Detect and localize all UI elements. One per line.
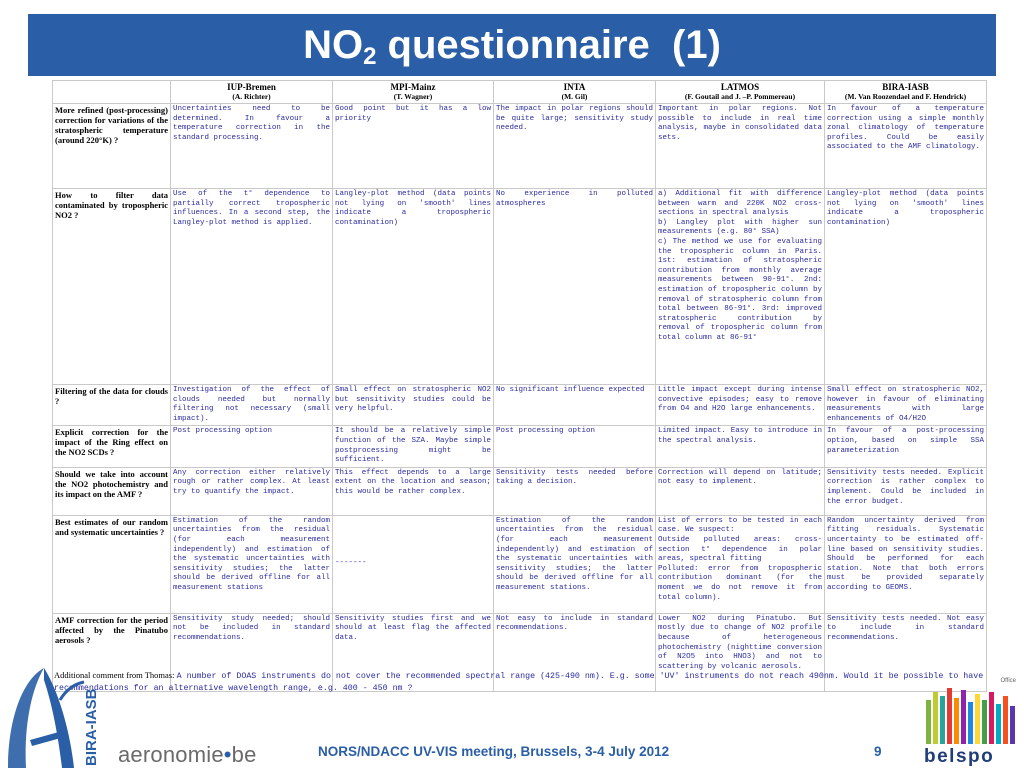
- answer-cell: Sensitivity tests needed. Not easy to include in standard recommendations.: [825, 613, 987, 691]
- header-cell: MPI-Mainz (T. Wagner): [333, 81, 494, 104]
- answer-cell: Sensitivity study needed; should not be included in standard recommendations.: [171, 613, 333, 691]
- answer-cell: a) Additional fit with difference between warm and 220K NO2 cross-sections in spectral analysis b) Langley plot with higher sun measurements (e.g. 80° SSA) c) The method we use for evaluating the tropospheric column in Paris. 1st: estimation of stratospheric contribution from monthly average measurements between 90-91°. 2nd: estimation of tropospheric column by removal of stratospheric column from total between 86-91°. 3rd: improved stratospheric contribution by removal of tropospheric column from total column at 86-91°: [656, 189, 825, 385]
- answer-cell: Any correction either relatively rough or rather complex. At least try to quantify the impact.: [171, 467, 333, 515]
- table-row: [53, 104, 987, 189]
- answer-cell: -------: [333, 515, 494, 613]
- questionnaire-table: [52, 80, 987, 692]
- answer-cell: No significant influence expected: [494, 385, 656, 426]
- bira-iasb-logo: [0, 630, 110, 768]
- belspo-bars-icon: [924, 686, 1020, 746]
- answer-cell: Post processing option: [171, 426, 333, 467]
- answer-cell: Estimation of the random uncertainties from the residual (for each measurement independently) and estimation of the systematic uncertainties with sensitivity studies; the latter should be derived offline for all measurement stations.: [494, 515, 656, 613]
- answer-cell: It should be a relatively simple function of the SZA. Maybe simple postprocessing might be sufficient.: [333, 426, 494, 467]
- answer-cell: Estimation of the random uncertainties from the residual (for each measurement independently) and estimation of the systematic uncertainties with sensitivity studies; the latter should be derived offline for all measurement stations: [171, 515, 333, 613]
- belspo-office-label: Office: [1000, 678, 1016, 684]
- header-cell: BIRA-IASB (M. Van Roozendael and F. Hendrick): [825, 81, 987, 104]
- answer-cell: Langley-plot method (data points not lying on 'smooth' lines indicate a tropospheric contamination): [333, 189, 494, 385]
- answer-cell: In favour of a post-processing option, based on simple SSA parameterization: [825, 426, 987, 467]
- answer-cell: Good point but it has a low priority: [333, 104, 494, 189]
- belspo-wordmark: belspo: [924, 746, 995, 767]
- question-cell: AMF correction for the period affected by the Pinatubo aerosols ?: [53, 613, 171, 691]
- answer-cell: The impact in polar regions should be quite large; sensitivity study needed.: [494, 104, 656, 189]
- answer-cell: List of errors to be tested in each case. We suspect: Outside polluted areas: cross-section t° dependence in polar areas, spectral fitting Polluted: error from tropospheric contribution dominant (for the moment we do not remove it from total column).: [656, 515, 825, 613]
- footer-meeting: NORS/NDACC UV-VIS meeting, Brussels, 3-4 July 2012: [318, 744, 670, 759]
- answer-cell: Investigation of the effect of clouds needed but normally filtering not necessary (small impact).: [171, 385, 333, 426]
- slide-title: [28, 14, 996, 76]
- table-row: [53, 426, 987, 467]
- title-rest: questionnaire (1): [376, 23, 721, 67]
- comment-text: A number of DOAS instruments do not cover the recommended spectral range (425-490 nm). E.g. some 'UV' instruments do not reach 490nm. Would it be possible to have recommendations for an alternative wavelength range, e.g. 400 - 450 nm ?: [54, 672, 984, 693]
- header-cell: IUP-Bremen (A. Richter): [171, 81, 333, 104]
- additional-comment: [54, 670, 984, 694]
- answer-cell: Sensitivity tests needed before taking a decision.: [494, 467, 656, 515]
- header-cell: [53, 81, 171, 104]
- belspo-logo: [920, 678, 1020, 768]
- answer-cell: Limited impact. Easy to introduce in the spectral analysis.: [656, 426, 825, 467]
- table-row: [53, 189, 987, 385]
- table-row: [53, 467, 987, 515]
- header-cell: INTA (M. Gil): [494, 81, 656, 104]
- comment-label: Additional comment from Thomas:: [54, 670, 177, 680]
- answer-cell: Important in polar regions. Not possible to include in real time analysis, maybe in consolidated data sets.: [656, 104, 825, 189]
- answer-cell: Lower NO2 during Pinatubo. But mostly due to change of NO2 profile because of heterogeneous photochemistry (nighttime conversion of N2O5 into HNO3) and not to scattering by volcanic aerosols.: [656, 613, 825, 691]
- answer-cell: Sensitivity tests needed. Explicit correction is rather complex to implement. Could be included in the error budget.: [825, 467, 987, 515]
- answer-cell: Uncertainties need to be determined. In favour a temperature correction in the standard processing.: [171, 104, 333, 189]
- answer-cell: Not easy to include in standard recommendations.: [494, 613, 656, 691]
- question-cell: Filtering of the data for clouds ?: [53, 385, 171, 426]
- header-cell: LATMOS (F. Goutail and J. –P. Pommereau): [656, 81, 825, 104]
- title-main: NO: [303, 23, 364, 67]
- question-cell: Should we take into account the NO2 photochemistry and its impact on the AMF ?: [53, 467, 171, 515]
- title-bar: [28, 14, 996, 76]
- header-row: [53, 81, 987, 104]
- bira-iasb-text: BIRA-IASB: [83, 688, 100, 766]
- question-cell: Best estimates of our random and systematic uncertainties ?: [53, 515, 171, 613]
- question-cell: More refined (post-processing) correction for variations of the stratospheric temperature (around 220°K) ?: [53, 104, 171, 189]
- answer-cell: Sensitivity studies first and we should at least flag the affected data.: [333, 613, 494, 691]
- answer-cell: No experience in polluted atmospheres: [494, 189, 656, 385]
- answer-cell: In favour of a temperature correction using a simple monthly zonal climatology of temperature profiles. Could be easily associated to the AMF climatology.: [825, 104, 987, 189]
- question-cell: Explicit correction for the impact of the Ring effect on the NO2 SCDs ?: [53, 426, 171, 467]
- answer-cell: Correction will depend on latitude; not easy to implement.: [656, 467, 825, 515]
- answer-cell: Random uncertainty derived from fitting residuals. Systematic uncertainty to be estimated off-line based on sensitivity studies. Should be performed for each station. Note that both errors must be provided separately according to GEOMS.: [825, 515, 987, 613]
- title-subscript: 2: [363, 43, 377, 70]
- answer-cell: Use of the t° dependence to partially correct tropospheric influences. In a second step, the Langley-plot method is applied.: [171, 189, 333, 385]
- page-number: 9: [874, 744, 882, 759]
- answer-cell: Small effect on stratospheric NO2 but sensitivity studies could be very helpful.: [333, 385, 494, 426]
- answer-cell: Langley-plot method (data points not lying on 'smooth' lines indicate a tropospheric contamination): [825, 189, 987, 385]
- question-cell: How to filter data contaminated by tropospheric NO2 ?: [53, 189, 171, 385]
- aeronomie-logo: aeronomie•be: [118, 742, 257, 767]
- answer-cell: Little impact except during intense convective episodes; easy to remove from O4 and H2O large enhancements.: [656, 385, 825, 426]
- answer-cell: This effect depends to a large extent on the location and season; this would be rather complex.: [333, 467, 494, 515]
- table-row: [53, 515, 987, 613]
- answer-cell: Small effect on stratospheric NO2, however in favour of eliminating measurements with large enhancements of O4/H2O: [825, 385, 987, 426]
- table-row: [53, 385, 987, 426]
- answer-cell: Post processing option: [494, 426, 656, 467]
